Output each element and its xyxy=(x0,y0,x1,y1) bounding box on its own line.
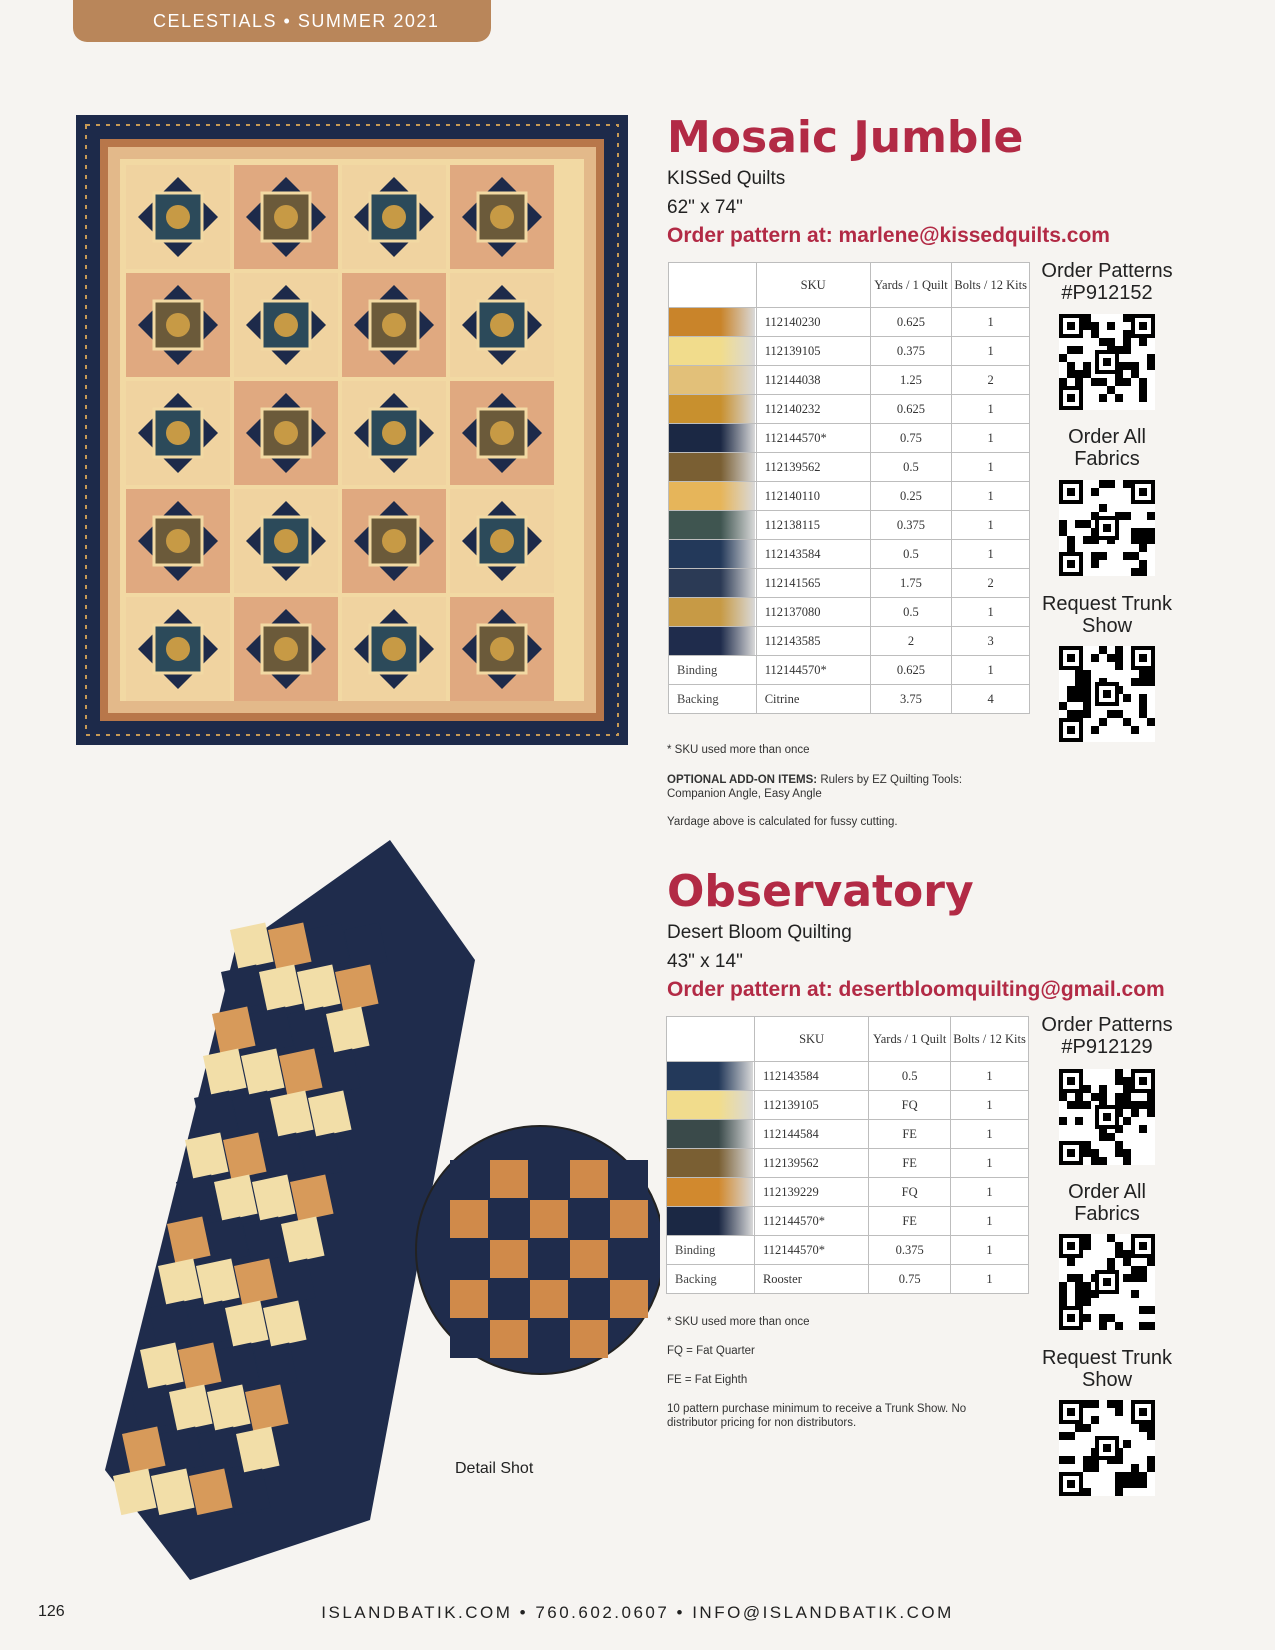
swatch-color xyxy=(667,1149,753,1177)
fabric-swatch xyxy=(669,569,757,598)
sku-cell: 112144570* xyxy=(754,1236,868,1265)
fabric-swatch xyxy=(669,337,757,366)
yards-cell: 0.75 xyxy=(870,424,952,453)
order-all-fabrics-qr-icon[interactable] xyxy=(1059,480,1155,576)
bolts-header: Bolts / 12 Kits xyxy=(952,263,1030,308)
observatory-designer: Desert Bloom Quilting xyxy=(667,922,852,943)
mosaic-quilt-graphic xyxy=(76,115,628,745)
fabric-swatch xyxy=(669,540,757,569)
mosaic-fabric-table xyxy=(668,262,1030,714)
sku-cell: 112137080 xyxy=(756,598,870,627)
swatch-color xyxy=(667,1178,753,1206)
bolts-cell: 1 xyxy=(952,424,1030,453)
sku-cell: 112140110 xyxy=(756,482,870,511)
fabric-swatch xyxy=(669,482,757,511)
fq-note: FQ = Fat Quarter xyxy=(667,1345,755,1357)
swatch-color xyxy=(669,308,755,336)
table-row xyxy=(669,366,1030,395)
bolts-cell: 1 xyxy=(952,308,1030,337)
bolts-cell: 1 xyxy=(951,1207,1029,1236)
yards-cell: FQ xyxy=(869,1178,951,1207)
fabric-swatch xyxy=(669,598,757,627)
swatch-color xyxy=(667,1091,753,1119)
table-row xyxy=(669,656,1030,685)
sku-cell: 112139105 xyxy=(756,337,870,366)
bolts-cell: 1 xyxy=(952,511,1030,540)
bolts-cell: 1 xyxy=(952,598,1030,627)
fabric-swatch xyxy=(667,1091,755,1120)
mosaic-order-all-label xyxy=(1037,426,1177,470)
table-row xyxy=(669,308,1030,337)
yards-cell: 0.5 xyxy=(870,540,952,569)
mosaic-notes xyxy=(667,743,987,829)
mosaic-addon-note xyxy=(667,773,987,801)
order-patterns-text: Order Patterns xyxy=(1041,260,1173,282)
bolts-header: Bolts / 12 Kits xyxy=(951,1017,1029,1062)
fabric-swatch xyxy=(667,1120,755,1149)
table-row xyxy=(669,598,1030,627)
table-row xyxy=(667,1178,1029,1207)
mosaic-sku-note: * SKU used more than once xyxy=(667,744,810,756)
sku-header: SKU xyxy=(756,263,870,308)
trunk-show-note: 10 pattern purchase minimum to receive a Trunk Show. No distributor pricing for non distributors. xyxy=(667,1403,967,1429)
swatch-color xyxy=(667,1207,753,1235)
sku-cell: 112140232 xyxy=(756,395,870,424)
swatch-color xyxy=(669,395,755,423)
obs-trunk-show-label xyxy=(1037,1347,1177,1391)
table-row xyxy=(667,1091,1029,1120)
yards-cell: 0.5 xyxy=(870,453,952,482)
bolts-cell: 3 xyxy=(952,627,1030,656)
order-all-fabrics-qr-icon[interactable] xyxy=(1059,1234,1155,1330)
sku-cell: 112140230 xyxy=(756,308,870,337)
sku-header: SKU xyxy=(754,1017,868,1062)
table-row xyxy=(667,1062,1029,1091)
table-row xyxy=(667,1149,1029,1178)
observatory-fabric-table xyxy=(666,1016,1029,1294)
detail-shot-label: Detail Shot xyxy=(455,1460,534,1477)
order-patterns-qr-icon[interactable] xyxy=(1059,314,1155,410)
obs-sku-note: * SKU used more than once xyxy=(667,1316,810,1328)
yards-cell: 0.625 xyxy=(870,308,952,337)
fabric-swatch xyxy=(669,453,757,482)
bolts-cell: 1 xyxy=(951,1236,1029,1265)
sku-cell: 112139562 xyxy=(754,1149,868,1178)
table-row xyxy=(669,337,1030,366)
addon-text: Rulers by EZ Quilting Tools: Companion Angle, Easy Angle xyxy=(667,774,963,800)
observatory-order-line[interactable]: Order pattern at: desertbloomquilting@gmail.com xyxy=(667,978,1165,1001)
table-row xyxy=(669,569,1030,598)
fe-note: FE = Fat Eighth xyxy=(667,1374,748,1386)
sku-cell: 112144038 xyxy=(756,366,870,395)
order-patterns-qr-icon[interactable] xyxy=(1059,1069,1155,1165)
yards-cell: 0.625 xyxy=(870,395,952,424)
mosaic-jumble-quilt-image xyxy=(76,115,628,745)
fabric-swatch xyxy=(669,366,757,395)
yards-cell: 1.25 xyxy=(870,366,952,395)
yards-cell: FE xyxy=(869,1149,951,1178)
row-label: Binding xyxy=(669,656,757,685)
row-label: Backing xyxy=(669,685,757,714)
show-text: Show xyxy=(1081,1369,1133,1391)
sku-cell: 112139105 xyxy=(754,1091,868,1120)
addon-label: OPTIONAL ADD-ON ITEMS: xyxy=(667,774,818,786)
pattern-number: #P912152 xyxy=(1061,282,1153,304)
sku-cell: 112141565 xyxy=(756,569,870,598)
sku-cell: Citrine xyxy=(756,685,870,714)
yards-cell: 1.75 xyxy=(870,569,952,598)
table-row xyxy=(667,1265,1029,1294)
yards-cell: 0.625 xyxy=(870,656,952,685)
swatch-color xyxy=(669,366,755,394)
table-header-row xyxy=(669,263,1030,308)
swatch-color xyxy=(669,540,755,568)
bolts-cell: 1 xyxy=(951,1178,1029,1207)
observatory-quilt-graphic xyxy=(60,840,660,1600)
request-trunk-show-qr-icon[interactable] xyxy=(1059,1400,1155,1496)
fabric-swatch xyxy=(669,308,757,337)
yards-cell: 0.375 xyxy=(870,337,952,366)
mosaic-order-patterns-label xyxy=(1037,260,1177,304)
table-row xyxy=(667,1236,1029,1265)
sku-cell: 112139562 xyxy=(756,453,870,482)
observatory-title: Observatory xyxy=(667,866,974,917)
table-row xyxy=(669,482,1030,511)
yards-header: Yards / 1 Quilt xyxy=(870,263,952,308)
observatory-quilt-image xyxy=(60,840,660,1600)
obs-order-all-label xyxy=(1037,1181,1177,1225)
bolts-cell: 1 xyxy=(952,337,1030,366)
row-label: Backing xyxy=(667,1265,755,1294)
catalog-header-text: CELESTIALS • SUMMER 2021 xyxy=(153,10,440,31)
yards-cell: FQ xyxy=(869,1091,951,1120)
table-row xyxy=(667,1207,1029,1236)
fabric-swatch xyxy=(669,627,757,656)
bolts-cell: 1 xyxy=(951,1120,1029,1149)
sku-cell: 112144570* xyxy=(754,1207,868,1236)
show-text: Show xyxy=(1081,615,1133,637)
bolts-cell: 2 xyxy=(952,569,1030,598)
yards-cell: 3.75 xyxy=(870,685,952,714)
table-row xyxy=(669,453,1030,482)
swatch-header xyxy=(667,1017,755,1062)
observatory-size: 43" x 14" xyxy=(667,951,743,972)
yards-cell: 0.5 xyxy=(869,1062,951,1091)
fabric-swatch xyxy=(669,511,757,540)
swatch-color xyxy=(669,569,755,597)
yards-cell: FE xyxy=(869,1120,951,1149)
swatch-color xyxy=(669,598,755,626)
swatch-color xyxy=(669,453,755,481)
sku-cell: Rooster xyxy=(754,1265,868,1294)
fabric-swatch xyxy=(669,424,757,453)
yards-cell: 0.25 xyxy=(870,482,952,511)
fabric-swatch xyxy=(667,1207,755,1236)
request-trunk-text: Request Trunk xyxy=(1041,593,1173,615)
table-row xyxy=(669,424,1030,453)
page-number: 126 xyxy=(38,1603,65,1620)
bolts-cell: 1 xyxy=(952,453,1030,482)
table-header-row xyxy=(667,1017,1029,1062)
mosaic-designer: KISSed Quilts xyxy=(667,168,786,189)
sku-cell: 112144570* xyxy=(756,656,870,685)
bolts-cell: 1 xyxy=(951,1149,1029,1178)
yards-cell: 0.375 xyxy=(870,511,952,540)
bolts-cell: 1 xyxy=(952,482,1030,511)
swatch-color xyxy=(669,337,755,365)
sku-cell: 112143584 xyxy=(754,1062,868,1091)
table-row xyxy=(669,627,1030,656)
mosaic-jumble-title: Mosaic Jumble xyxy=(667,112,1024,163)
swatch-header xyxy=(669,263,757,308)
table-row xyxy=(669,395,1030,424)
fabrics-text: Fabrics xyxy=(1074,448,1140,470)
swatch-color xyxy=(669,511,755,539)
observatory-notes xyxy=(667,1315,1007,1430)
pattern-number: #P912129 xyxy=(1061,1036,1153,1058)
swatch-color xyxy=(669,424,755,452)
bolts-cell: 1 xyxy=(952,395,1030,424)
yards-cell: 0.5 xyxy=(870,598,952,627)
mosaic-size: 62" x 74" xyxy=(667,197,743,218)
yards-cell: 0.75 xyxy=(869,1265,951,1294)
swatch-color xyxy=(667,1120,753,1148)
mosaic-jumble-section xyxy=(667,112,1267,250)
observatory-section xyxy=(667,866,1267,1004)
fabric-swatch xyxy=(669,395,757,424)
swatch-color xyxy=(669,482,755,510)
bolts-cell: 1 xyxy=(951,1265,1029,1294)
bolts-cell: 2 xyxy=(952,366,1030,395)
row-label: Binding xyxy=(667,1236,755,1265)
yards-cell: 0.375 xyxy=(869,1236,951,1265)
sku-cell: 112139229 xyxy=(754,1178,868,1207)
sku-cell: 112143584 xyxy=(756,540,870,569)
table-row xyxy=(669,511,1030,540)
request-trunk-show-qr-icon[interactable] xyxy=(1059,646,1155,742)
yards-header: Yards / 1 Quilt xyxy=(869,1017,951,1062)
table-row xyxy=(669,685,1030,714)
sku-cell: 112144570* xyxy=(756,424,870,453)
yards-cell: FE xyxy=(869,1207,951,1236)
bolts-cell: 1 xyxy=(952,540,1030,569)
mosaic-yardage-note: Yardage above is calculated for fussy cutting. xyxy=(667,816,898,828)
fabric-swatch xyxy=(667,1149,755,1178)
bolts-cell: 4 xyxy=(952,685,1030,714)
table-row xyxy=(669,540,1030,569)
sku-cell: 112144584 xyxy=(754,1120,868,1149)
order-all-text: Order All xyxy=(1068,426,1146,448)
sku-cell: 112143585 xyxy=(756,627,870,656)
swatch-color xyxy=(667,1062,753,1090)
order-patterns-text: Order Patterns xyxy=(1041,1014,1173,1036)
fabrics-text: Fabrics xyxy=(1074,1203,1140,1225)
fabric-swatch xyxy=(667,1178,755,1207)
bolts-cell: 1 xyxy=(951,1091,1029,1120)
request-trunk-text: Request Trunk xyxy=(1041,1347,1173,1369)
table-row xyxy=(667,1120,1029,1149)
catalog-header-tab xyxy=(73,0,491,42)
bolts-cell: 1 xyxy=(951,1062,1029,1091)
mosaic-trunk-show-label xyxy=(1037,593,1177,637)
mosaic-order-line[interactable]: Order pattern at: marlene@kissedquilts.com xyxy=(667,224,1110,247)
order-all-text: Order All xyxy=(1068,1181,1146,1203)
footer-contact: ISLANDBATIK.COM • 760.602.0607 • INFO@ISLANDBATIK.COM xyxy=(321,1603,954,1622)
bolts-cell: 1 xyxy=(952,656,1030,685)
obs-order-patterns-label xyxy=(1037,1014,1177,1058)
sku-cell: 112138115 xyxy=(756,511,870,540)
swatch-color xyxy=(669,627,755,655)
fabric-swatch xyxy=(667,1062,755,1091)
yards-cell: 2 xyxy=(870,627,952,656)
